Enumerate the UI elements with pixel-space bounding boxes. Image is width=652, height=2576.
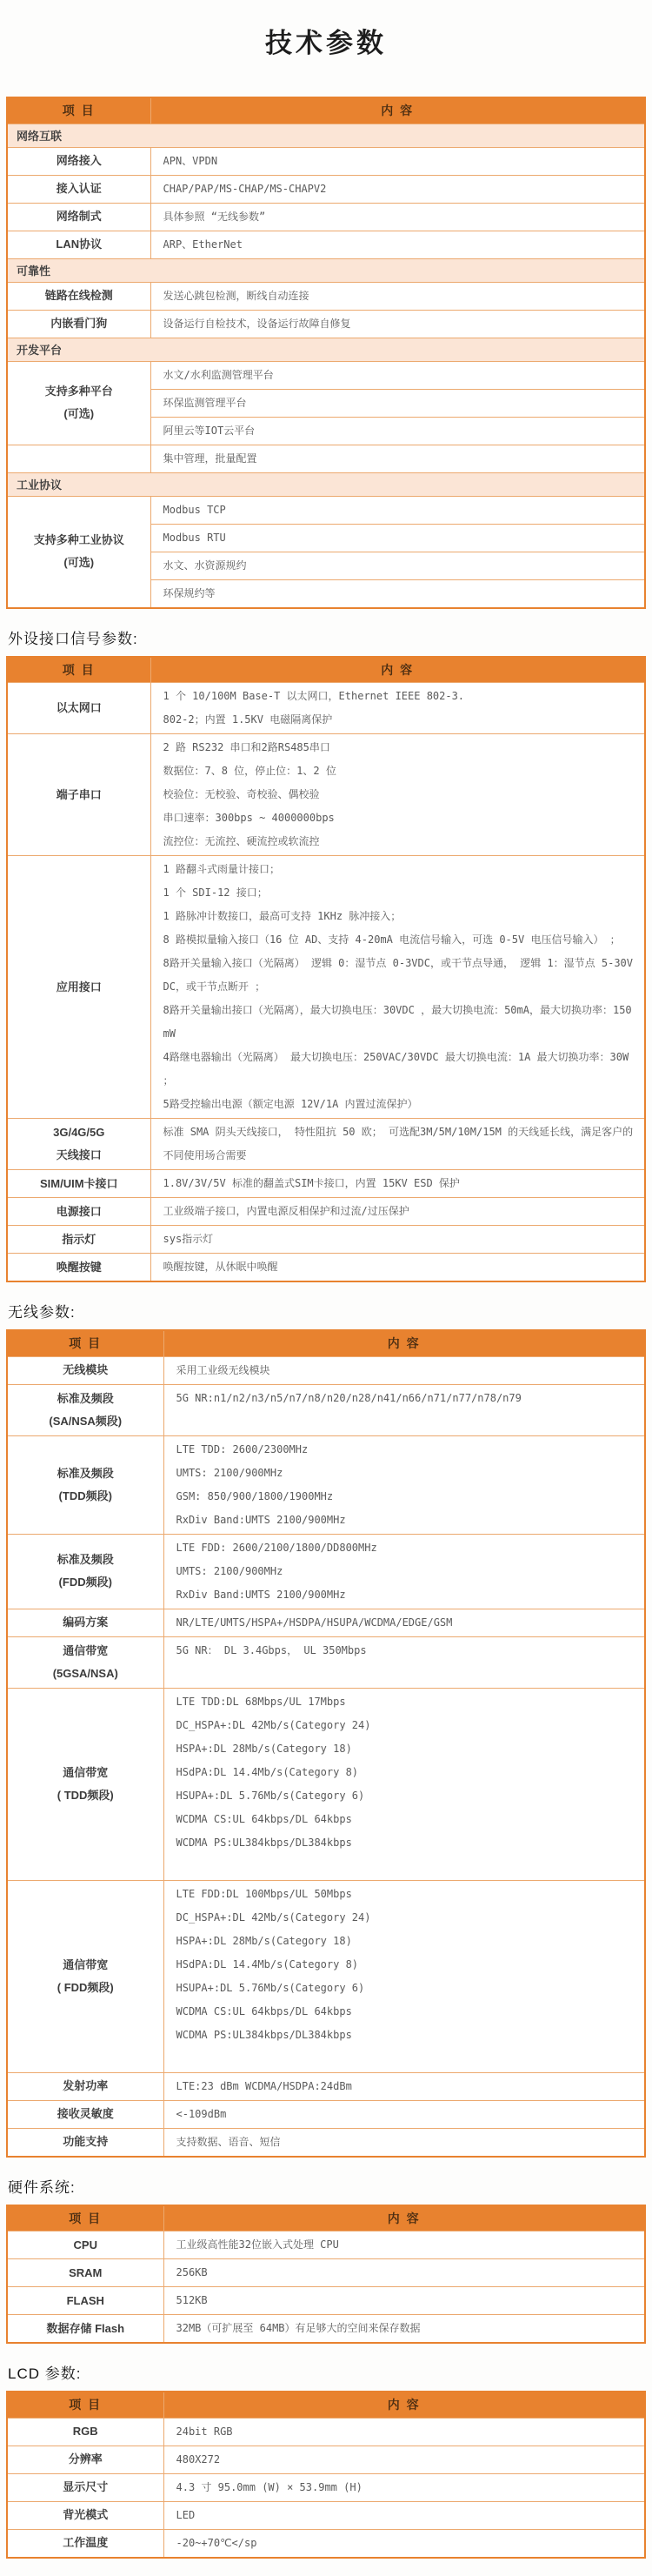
label-line: (可选) [63, 407, 95, 420]
table-heading: 外设接口信号参数: [8, 630, 138, 647]
content-line: APN、VPDN [163, 154, 218, 167]
content-cell [150, 147, 645, 175]
content-line: 5路受控输出电源（额定电源 12V/1A 内置过流保护） [163, 1098, 418, 1110]
table-row [7, 1534, 645, 1609]
label-line: 应用接口 [56, 980, 102, 994]
header-row [7, 97, 645, 124]
label-cell [7, 231, 150, 258]
content-cell [163, 1435, 645, 1534]
label-line: 天线接口 [56, 1148, 102, 1161]
content-cell [150, 203, 645, 231]
table-row [7, 1688, 645, 1880]
table-row [7, 1384, 645, 1435]
content-line: 环保规约等 [163, 586, 216, 599]
table-block-hardware [6, 2175, 646, 2345]
label-cell [7, 282, 150, 310]
label-cell [7, 856, 150, 1119]
content-line: <-109dBm [176, 2107, 227, 2120]
content-line: HSPA+:DL 28Mb/s(Category 18) [176, 1742, 352, 1755]
column-header-item: 项 目 [7, 97, 150, 124]
table-row [7, 445, 645, 472]
content-cell [150, 361, 645, 389]
content-line: UMTS: 2100/900MHz [176, 1466, 283, 1479]
label-line: (SA/NSA频段) [49, 1414, 123, 1428]
content-line: RxDiv Band:UMTS 2100/900MHz [176, 1513, 346, 1526]
header-row [7, 657, 645, 683]
label-line: 3G/4G/5G [53, 1126, 105, 1139]
table-row [7, 2418, 645, 2446]
table-row [7, 734, 645, 856]
table-row [7, 2501, 645, 2529]
table-row [7, 2100, 645, 2128]
content-cell [150, 1254, 645, 1282]
content-line: GSM: 850/900/1800/1900MHz [176, 1489, 334, 1502]
table-row [7, 2072, 645, 2100]
content-line: RxDiv Band:UMTS 2100/900MHz [176, 1588, 346, 1601]
content-line: 环保监测管理平台 [163, 396, 247, 409]
content-cell [150, 417, 645, 445]
content-line: 流控位：无流控、硬流控或软流控 [163, 835, 320, 847]
label-line: 标准及频段 [57, 1466, 114, 1480]
table-row [7, 1198, 645, 1226]
label-line: (FDD频段) [58, 1576, 112, 1589]
label-line: 编码方案 [63, 1616, 109, 1629]
table-row [7, 2315, 645, 2344]
table-row [7, 1636, 645, 1688]
table-row [7, 2128, 645, 2157]
content-line: 4.3 寸 95.0mm (W) × 53.9mm (H) [176, 2480, 363, 2493]
content-cell [150, 1226, 645, 1254]
table-block-peripheral [6, 626, 646, 1283]
content-line: 5G NR： DL 3.4Gbps， UL 350Mbps [176, 1643, 367, 1656]
label-cell [7, 2315, 163, 2344]
table-row [7, 496, 645, 524]
label-line: 指示灯 [62, 1232, 96, 1246]
table-row [7, 361, 645, 389]
content-cell [150, 175, 645, 203]
table-heading: 硬件系统: [8, 2178, 76, 2196]
label-line: 支持多种工业协议 [33, 533, 124, 546]
content-cell [163, 1609, 645, 1636]
table-block-general [6, 97, 646, 609]
label-cell [7, 2529, 163, 2558]
label-cell [7, 175, 150, 203]
content-cell [163, 1534, 645, 1609]
spec-table-lcd [6, 2391, 646, 2559]
content-line: 1 路翻斗式雨量计接口； [163, 863, 280, 875]
table-row [7, 2231, 645, 2259]
column-header-item: 项 目 [7, 657, 150, 683]
spec-table-hardware [6, 2205, 646, 2345]
content-line: NR/LTE/UMTS/HSPA+/HSDPA/HSUPA/WCDMA/EDGE/GSM [176, 1616, 453, 1629]
label-line: ( FDD频段) [57, 1980, 114, 1994]
label-cell [7, 1119, 150, 1170]
content-cell [150, 524, 645, 552]
label-cell [7, 310, 150, 338]
content-line: 设备运行自检技术，设备运行故障自修复 [163, 317, 351, 330]
content-line: DC_HSPA+:DL 42Mb/s(Category 24) [176, 1910, 371, 1924]
label-cell [7, 2446, 163, 2473]
content-cell [150, 579, 645, 608]
table-row [7, 203, 645, 231]
header-row [7, 1330, 645, 1356]
content-cell [163, 2100, 645, 2128]
table-row [7, 282, 645, 310]
content-cell [150, 1119, 645, 1170]
label-cell [7, 496, 150, 608]
table-row [7, 2529, 645, 2558]
table-block-lcd [6, 2361, 646, 2559]
label-line: 支持多种平台 [44, 385, 113, 398]
content-line: HSdPA:DL 14.4Mb/s(Category 8) [176, 1957, 359, 1970]
label-cell [7, 1356, 163, 1384]
content-line: 802-2；内置 1.5KV 电磁隔离保护 [163, 713, 333, 726]
label-line: 通信带宽 [63, 1957, 109, 1971]
label-line: SIM/UIM卡接口 [39, 1176, 118, 1190]
content-line: 校验位：无校验、奇校验、偶校验 [163, 788, 320, 800]
table-row [7, 2259, 645, 2287]
content-line: WCDMA PS:UL384kbps/DL384kbps [176, 2028, 352, 2041]
column-header-content: 内 容 [163, 2205, 645, 2231]
section-row [7, 472, 645, 496]
content-line: 5G NR:n1/n2/n3/n5/n7/n8/n20/n28/n41/n66/n71/n77/n78/n79 [176, 1391, 522, 1404]
label-cell [7, 2501, 163, 2529]
content-line: 水文/水利监测管理平台 [163, 368, 274, 381]
content-line: 具体参照 “无线参数” [163, 210, 266, 223]
content-line: 8路开关量输入接口（光隔离） 逻辑 0：湿节点 0-3VDC，或干节点导通， 逻辑 1：湿节点 5-30VDC，或干节点断开 ； [163, 957, 633, 993]
label-line: (5GSA/NSA) [52, 1666, 118, 1680]
label-line: ( TDD频段) [57, 1788, 114, 1802]
section-row [7, 124, 645, 147]
content-line: 串口速率：300bps ~ 4000000bps [163, 812, 335, 824]
label-line: LAN协议 [56, 238, 103, 251]
table-heading: LCD 参数: [8, 2365, 82, 2382]
content-line: 数据位：7、8 位，停止位：1、2 位 [163, 765, 336, 777]
label-line: 分辨率 [68, 2452, 103, 2466]
label-line: 通信带宽 [63, 1765, 109, 1779]
content-cell [163, 2473, 645, 2501]
section-row [7, 258, 645, 282]
content-line: 512KB [176, 2294, 208, 2306]
content-line: HSPA+:DL 28Mb/s(Category 18) [176, 1934, 352, 1947]
content-cell [150, 282, 645, 310]
table-row [7, 310, 645, 338]
table-block-wireless [6, 1300, 646, 2158]
column-header-content: 内 容 [163, 1330, 645, 1356]
column-header-content: 内 容 [150, 657, 645, 683]
column-header-item: 项 目 [7, 2392, 163, 2418]
label-cell [7, 1688, 163, 1880]
label-cell [7, 734, 150, 856]
column-header-item: 项 目 [7, 1330, 163, 1356]
label-cell [7, 1384, 163, 1435]
content-cell [163, 1880, 645, 2072]
label-line: 数据存储 Flash [46, 2321, 125, 2335]
label-cell [7, 1609, 163, 1636]
label-line: 接入认证 [56, 182, 102, 195]
content-cell [150, 856, 645, 1119]
table-row [7, 1119, 645, 1170]
label-line: FLASH [66, 2293, 104, 2307]
content-line: 水文、水资源规约 [163, 559, 247, 572]
label-cell [7, 2072, 163, 2100]
content-cell [163, 2072, 645, 2100]
content-line: 发送心跳包检测，断线自动连接 [163, 289, 309, 302]
content-line: 256KB [176, 2266, 208, 2278]
content-line: 1.8V/3V/5V 标准的翻盖式SIM卡接口，内置 15KV ESD 保护 [163, 1177, 460, 1189]
content-line: LTE TDD: 2600/2300MHz [176, 1442, 309, 1455]
content-line: 2 路 RS232 串口和2路RS485串口 [163, 741, 330, 753]
content-line: 阿里云等IOT云平台 [163, 424, 256, 437]
content-cell [163, 2259, 645, 2287]
content-line: Modbus TCP [163, 503, 226, 516]
content-line: 工业级端子接口，内置电源反相保护和过流/过压保护 [163, 1205, 409, 1217]
content-line: WCDMA PS:UL384kbps/DL384kbps [176, 1836, 352, 1849]
label-line: 网络制式 [56, 210, 102, 223]
content-line: 1 个 SDI-12 接口； [163, 887, 268, 899]
label-cell [7, 1198, 150, 1226]
content-line: HSUPA+:DL 5.76Mb/s(Category 6) [176, 1981, 365, 1994]
label-cell [7, 2287, 163, 2315]
label-line: 以太网口 [56, 701, 102, 714]
section-row [7, 338, 645, 361]
label-line: 端子串口 [56, 787, 102, 801]
content-cell [150, 1170, 645, 1198]
label-cell [7, 1880, 163, 2072]
label-cell [7, 2418, 163, 2446]
label-line: SRAM [69, 2265, 103, 2279]
label-line: 标准及频段 [57, 1391, 114, 1405]
content-cell [163, 2501, 645, 2529]
header-row [7, 2205, 645, 2231]
content-line: LTE TDD:DL 68Mbps/UL 17Mbps [176, 1695, 346, 1708]
content-cell [150, 683, 645, 734]
content-cell [163, 2529, 645, 2558]
table-row [7, 2473, 645, 2501]
content-line: LTE FDD: 2600/2100/1800/DD800MHz [176, 1541, 377, 1554]
content-cell [150, 310, 645, 338]
content-cell [150, 389, 645, 417]
content-line: ARP、EtherNet [163, 238, 243, 251]
label-cell [7, 203, 150, 231]
content-line: LTE:23 dBm WCDMA/HSDPA:24dBm [176, 2079, 352, 2092]
content-cell [163, 2418, 645, 2446]
label-line: 功能支持 [63, 2135, 109, 2148]
table-row [7, 1170, 645, 1198]
content-line: UMTS: 2100/900MHz [176, 1564, 283, 1577]
table-row [7, 1435, 645, 1534]
label-line: 唤醒按键 [56, 1260, 102, 1274]
label-cell [7, 1254, 150, 1282]
section-cell: 网络互联 [7, 124, 645, 147]
table-row [7, 856, 645, 1119]
label-line: 标准及频段 [57, 1553, 114, 1566]
content-line [176, 2047, 636, 2071]
spec-table-general [6, 97, 646, 609]
content-line: LED [176, 2508, 196, 2521]
label-line: 显示尺寸 [63, 2480, 109, 2493]
content-line: 集中管理，批量配置 [163, 452, 257, 465]
content-line: HSUPA+:DL 5.76Mb/s(Category 6) [176, 1789, 365, 1802]
content-line: 1 路脉冲计数接口，最高可支持 1KHz 脉冲接入； [163, 910, 402, 922]
table-row [7, 1356, 645, 1384]
table-row [7, 1254, 645, 1282]
content-cell [150, 552, 645, 579]
content-line: CHAP/PAP/MS-CHAP/MS-CHAPV2 [163, 182, 327, 195]
label-line: 背光模式 [63, 2508, 109, 2521]
content-line: LTE FDD:DL 100Mbps/UL 50Mbps [176, 1887, 352, 1900]
content-line: HSdPA:DL 14.4Mb/s(Category 8) [176, 1765, 359, 1778]
content-line: 采用工业级无线模块 [176, 1363, 270, 1376]
content-line: 32MB（可扩展至 64MB）有足够大的空间来保存数据 [176, 2322, 421, 2334]
column-header-content: 内 容 [163, 2392, 645, 2418]
label-cell [7, 445, 150, 472]
content-line: WCDMA CS:UL 64kbps/DL 64kbps [176, 1812, 352, 1825]
label-line: 接收灵敏度 [57, 2107, 114, 2120]
spec-table-peripheral [6, 656, 646, 1283]
content-cell [150, 734, 645, 856]
label-cell [7, 1435, 163, 1534]
table-row [7, 1880, 645, 2072]
content-line: sys指示灯 [163, 1233, 214, 1245]
label-cell [7, 2473, 163, 2501]
content-cell [163, 2315, 645, 2344]
table-row [7, 231, 645, 258]
label-line: 链路在线检测 [44, 289, 113, 302]
content-line: Modbus RTU [163, 531, 226, 544]
label-line: 通信带宽 [63, 1643, 109, 1657]
table-row [7, 147, 645, 175]
content-line: 1 个 10/100M Base-T 以太网口，Ethernet IEEE 802-3. [163, 690, 465, 702]
content-cell [150, 1198, 645, 1226]
content-line: -20~+70℃</sp [176, 2536, 257, 2549]
content-cell [163, 2446, 645, 2473]
label-cell [7, 147, 150, 175]
label-cell [7, 1170, 150, 1198]
content-line: 8路开关量输出接口（光隔离），最大切换电压：30VDC ，最大切换电流：50mA，最大切换功率：150mW [163, 1004, 632, 1040]
label-line: RGB [72, 2425, 98, 2438]
content-line: 工业级高性能32位嵌入式处理 CPU [176, 2238, 339, 2251]
content-line: 480X272 [176, 2452, 221, 2466]
content-line: 唤醒按键，从休眠中唤醒 [163, 1261, 278, 1273]
content-line: DC_HSPA+:DL 42Mb/s(Category 24) [176, 1718, 371, 1731]
label-line: (TDD频段) [58, 1489, 112, 1502]
table-row [7, 683, 645, 734]
label-line: CPU [73, 2238, 97, 2251]
table-heading: 无线参数: [8, 1304, 76, 1321]
page-title: 技术参数 [265, 28, 387, 58]
content-line [176, 1410, 636, 1434]
content-line [176, 1663, 636, 1686]
label-cell [7, 1534, 163, 1609]
table-row [7, 2446, 645, 2473]
label-cell [7, 2128, 163, 2157]
content-line: 8 路模拟量输入接口（16 位 AD、支持 4-20mA 电流信号输入，可选 0-5V 电压信号输入） ； [163, 933, 621, 946]
content-cell [150, 496, 645, 524]
content-cell [163, 2231, 645, 2259]
label-line: (可选) [63, 556, 95, 569]
label-cell [7, 2100, 163, 2128]
content-cell [150, 445, 645, 472]
table-row [7, 1609, 645, 1636]
label-cell [7, 683, 150, 734]
content-line: 标准 SMA 阴头天线接口， 特性阻抗 50 欧； 可选配3M/5M/10M/15M 的天线延长线，满足客户的不同使用场合需要 [163, 1126, 634, 1161]
content-cell [150, 231, 645, 258]
table-row [7, 1226, 645, 1254]
content-line: 支持数据、语音、短信 [176, 2135, 281, 2148]
section-cell: 可靠性 [7, 258, 645, 282]
label-line: 发射功率 [63, 2079, 109, 2092]
label-cell [7, 1226, 150, 1254]
header-row [7, 2392, 645, 2418]
label-line: 网络接入 [56, 154, 102, 167]
content-cell [163, 1356, 645, 1384]
content-line: 24bit RGB [176, 2425, 233, 2438]
content-cell [163, 2128, 645, 2157]
content-cell [163, 1636, 645, 1688]
content-line [176, 1855, 636, 1878]
label-line: 无线模块 [63, 1363, 109, 1376]
column-header-content: 内 容 [150, 97, 645, 124]
content-cell [163, 1384, 645, 1435]
content-cell [163, 2287, 645, 2315]
content-line: 4路继电器输出（光隔离） 最大切换电压：250VAC/30VDC 最大切换电流：1A 最大切换功率：30W ； [163, 1051, 629, 1087]
spec-table-wireless [6, 1329, 646, 2158]
label-cell [7, 1636, 163, 1688]
label-line: 内嵌看门狗 [50, 317, 108, 330]
label-line: 电源接口 [56, 1204, 102, 1218]
section-cell: 开发平台 [7, 338, 645, 361]
section-cell: 工业协议 [7, 472, 645, 496]
content-line: WCDMA CS:UL 64kbps/DL 64kbps [176, 2004, 352, 2017]
label-cell [7, 2231, 163, 2259]
label-cell [7, 361, 150, 445]
label-line: 工作温度 [63, 2536, 109, 2549]
label-cell [7, 2259, 163, 2287]
table-row [7, 2287, 645, 2315]
table-row [7, 175, 645, 203]
content-cell [163, 1688, 645, 1880]
column-header-item: 项 目 [7, 2205, 163, 2231]
